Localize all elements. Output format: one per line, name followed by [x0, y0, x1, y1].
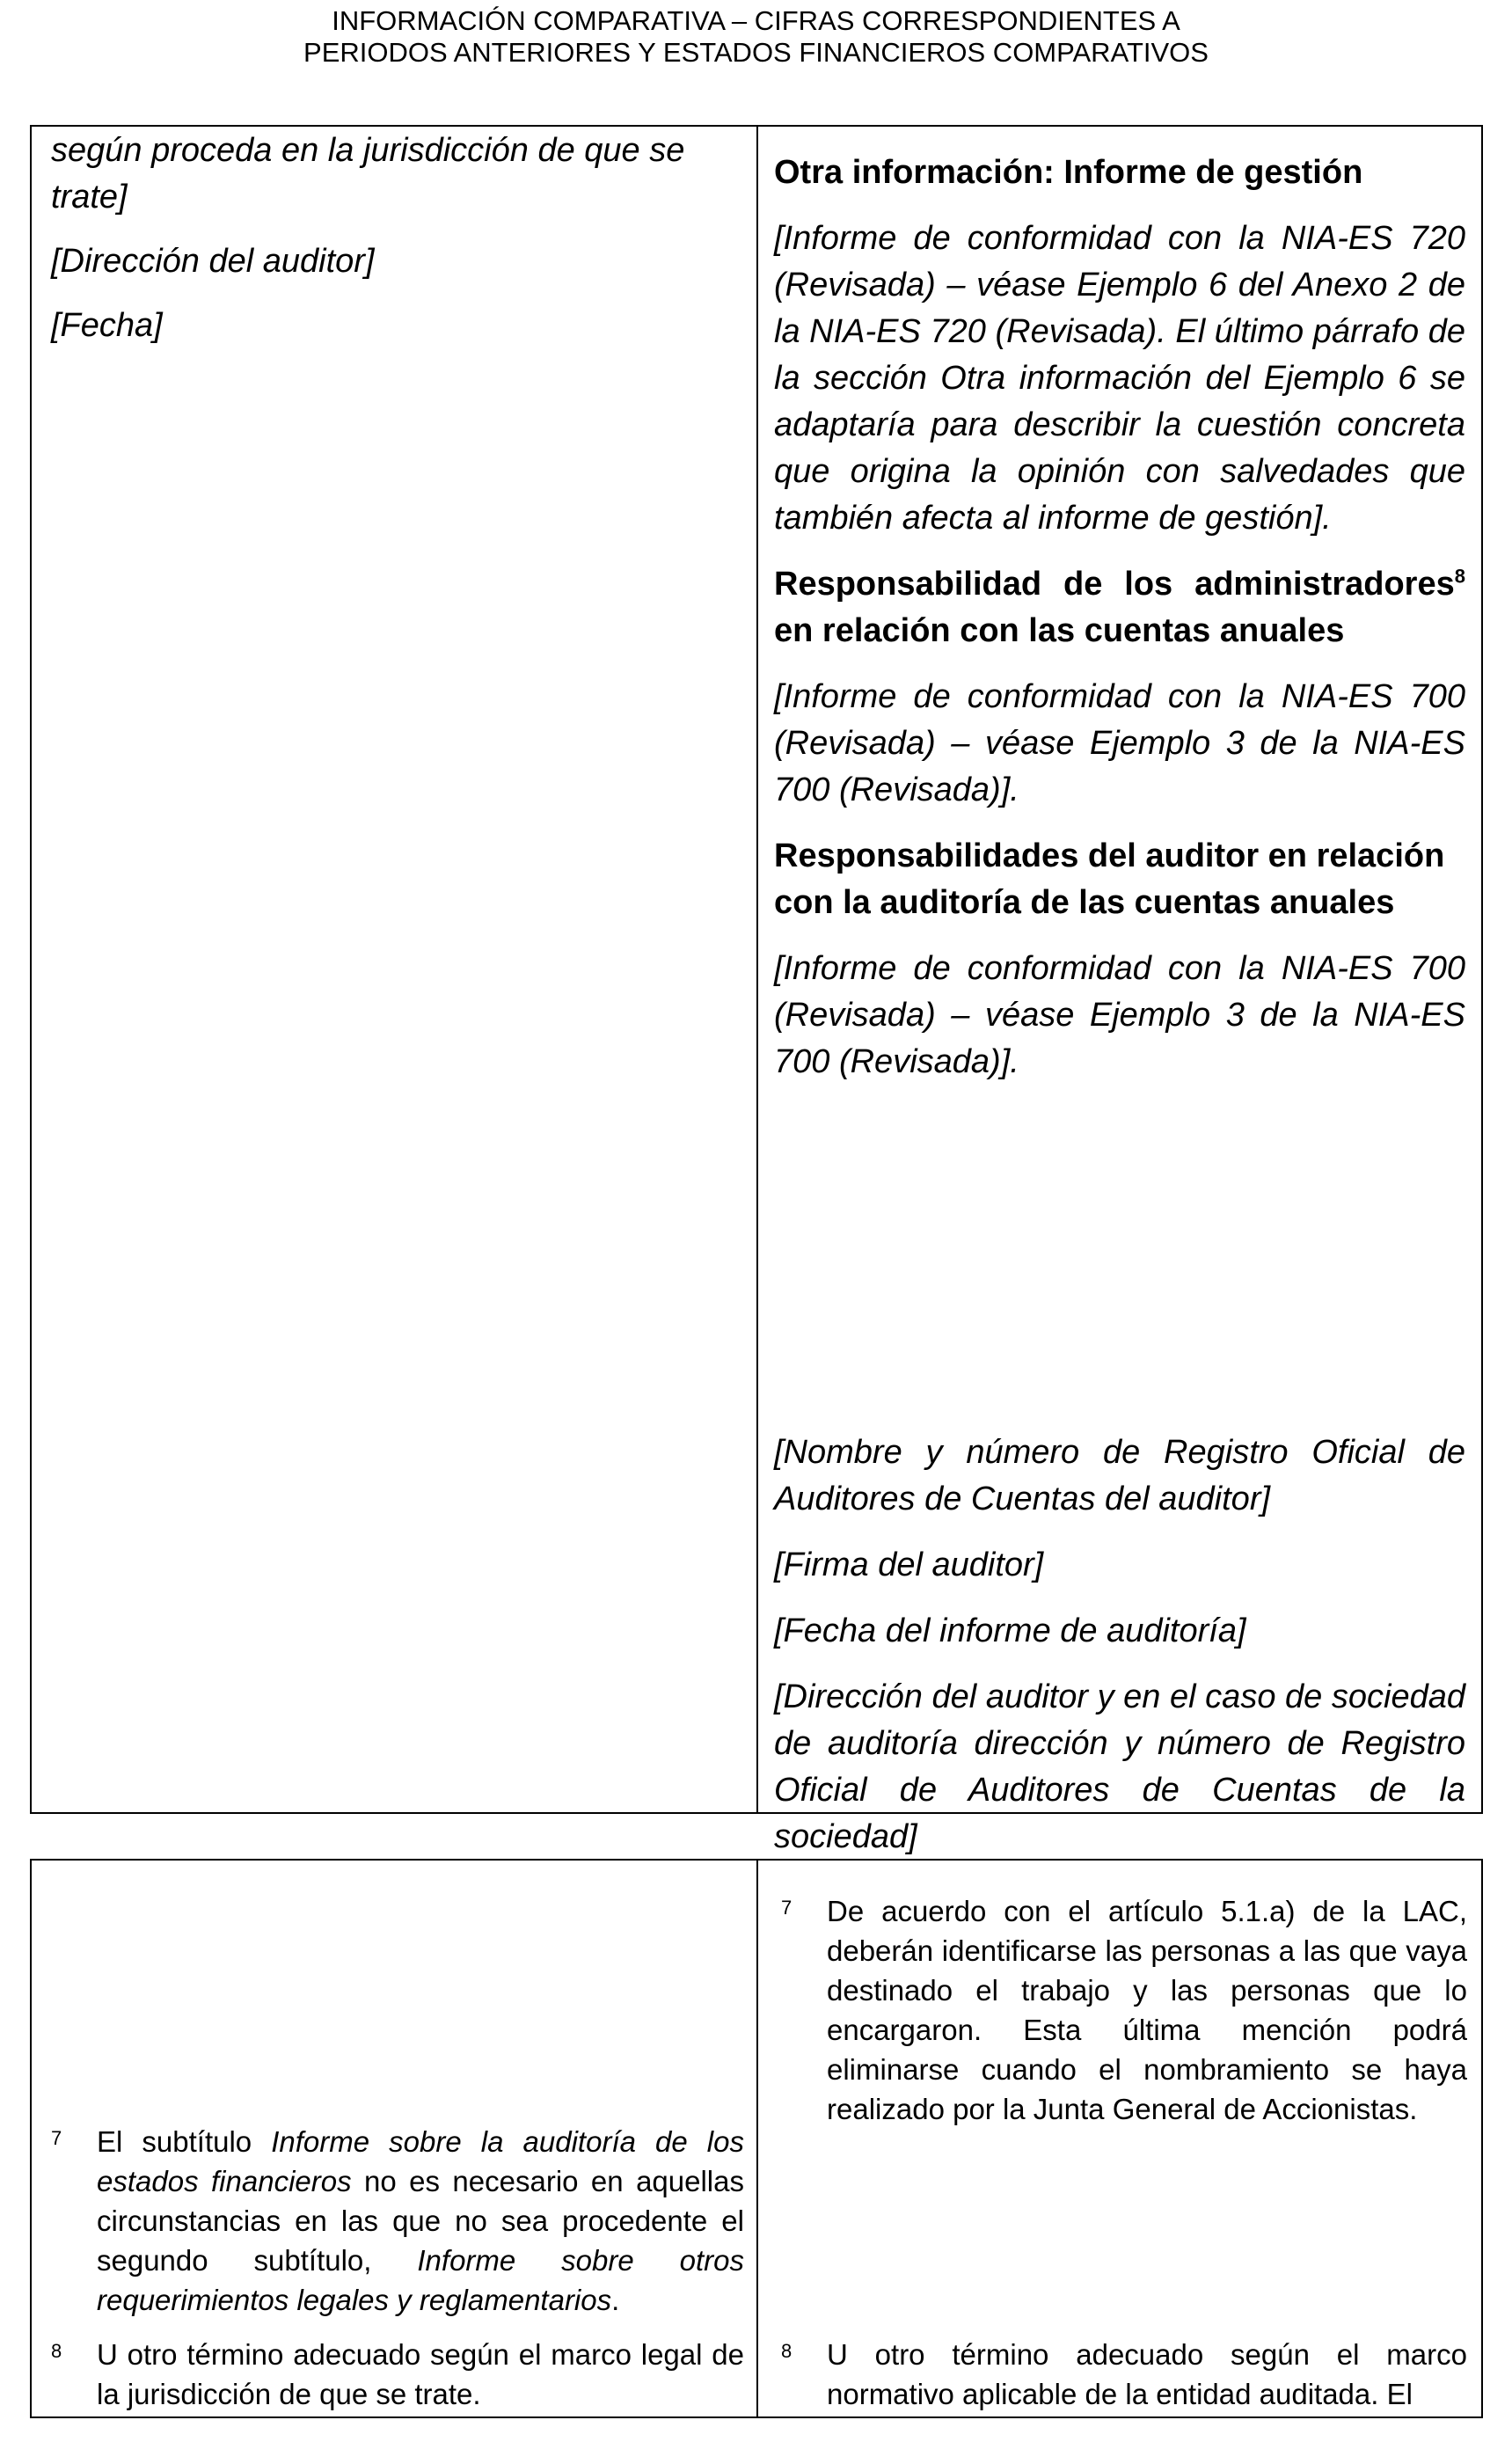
footnote-number: 8	[781, 2340, 793, 2362]
footnote-number: 7	[51, 2127, 62, 2149]
auditor-signature: [Firma del auditor]	[774, 1546, 1044, 1583]
footnote-right-8	[781, 2335, 1467, 2418]
page-header	[0, 5, 1512, 69]
footnote-number: 8	[51, 2340, 62, 2362]
footnote-number: 7	[781, 1897, 793, 1919]
auditor-address-field: [Dirección del auditor y en el caso de sociedad de auditoría dirección y número de Registro Oficial de Auditores de Cuentas de la sociedad]	[774, 1678, 1465, 1855]
jurisdiction-note: según proceda en la jurisdicción de que se trate]	[51, 132, 685, 216]
heading-directors-responsibility: Responsabilidad de los administradores$^8$ en relación con las cuentas anuales	[774, 565, 1465, 649]
auditor-name-registry: [Nombre y número de Registro Oficial de Auditores de Cuentas del auditor]	[774, 1434, 1465, 1517]
report-date: [Fecha]	[51, 307, 163, 344]
footnote-text: U otro término adecuado según el marco normativo aplicable de la entidad auditada. El	[827, 2338, 1467, 2410]
footnote-text: U otro término adecuado según el marco legal de la jurisdicción de que se trate.	[97, 2338, 744, 2410]
footnote-ref-8: 8	[1454, 565, 1465, 588]
header-line-1: INFORMACIÓN COMPARATIVA – CIFRAS CORRESPONDIENTES A	[332, 5, 1180, 36]
footnote-left-7	[51, 2122, 744, 2320]
auditor-responsibilities-text: [Informe de conformidad con la NIA-ES 700 (Revisada) – véase Ejemplo 3 de la NIA-ES 700 (Revisada)].	[774, 950, 1465, 1080]
main-table-divider	[756, 125, 758, 1814]
report-date-field: [Fecha del informe de auditoría]	[774, 1612, 1246, 1649]
footnote-text: De acuerdo con el artículo 5.1.a) de la LAC, deberán identificarse las personas a las que vaya destinado el trabajo y las personas que lo encargaron. Esta última mención podrá eliminarse cuando el nombramiento se haya realizado por la Junta General de Accionistas.	[827, 1895, 1467, 2125]
footnote-text: El subtítulo Informe sobre la auditoría de los estados financieros no es necesario en aquellas circunstancias en las que no sea procedente el segundo subtítulo, Informe sobre otros requerimientos legales y reglamentarios.	[97, 2125, 744, 2316]
directors-responsibility-text: [Informe de conformidad con la NIA-ES 700 (Revisada) – véase Ejemplo 3 de la NIA-ES 700 (Revisada)].	[774, 678, 1465, 808]
footnote-table-divider	[756, 1859, 758, 2418]
auditor-address: [Dirección del auditor]	[51, 243, 375, 280]
signature-block	[774, 1429, 1465, 1880]
left-column	[51, 128, 737, 367]
footnote-left-8	[51, 2335, 744, 2418]
other-information-text: [Informe de conformidad con la NIA-ES 720 (Revisada) – véase Ejemplo 6 del Anexo 2 de la NIA-ES 720 (Revisada). El último párrafo de la sección Otra información del Ejemplo 6 se adaptaría para describir la cuestión concreta que origina la opinión con salvedades que también afecta al informe de gestión].	[774, 220, 1465, 537]
heading-other-information: Otra información: Informe de gestión	[774, 154, 1363, 191]
header-line-2: PERIODOS ANTERIORES Y ESTADOS FINANCIEROS COMPARATIVOS	[303, 37, 1209, 68]
footnote-right-7	[781, 1891, 1467, 2138]
heading-auditor-responsibilities: Responsabilidades del auditor en relación con la auditoría de las cuentas anuales	[774, 837, 1445, 921]
right-column	[774, 150, 1465, 1105]
